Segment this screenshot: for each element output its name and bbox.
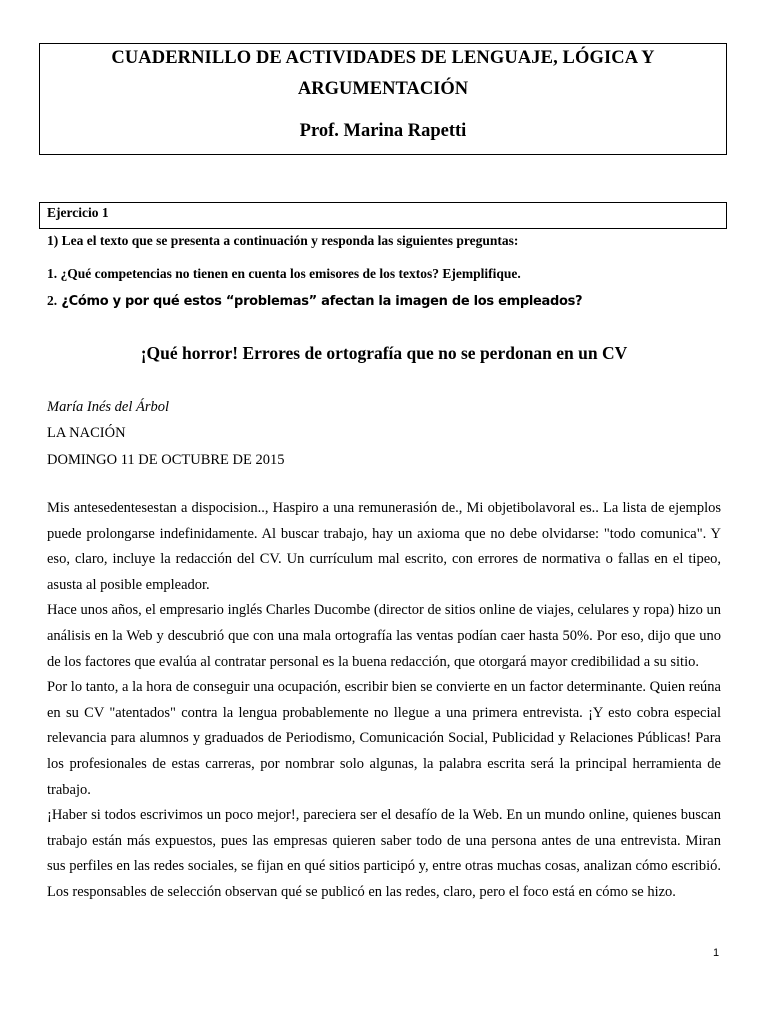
article-date: DOMINGO 11 DE OCTUBRE DE 2015 (47, 452, 285, 468)
document-title-line1: CUADERNILLO DE ACTIVIDADES DE LENGUAJE, LÓGICA Y (111, 48, 655, 68)
article-paragraph-3: Por lo tanto, a la hora de conseguir una ocupación, escribir bien se convierte en un factor determinante. Quien reúna en su CV "atentados" contra la lengua probablemente no llegue a una primera entrevista. ¡Y esto cobra especial relevancia para alumnos y graduados de Periodismo, Comunicación Social, Publicidad y Relaciones Públicas! Para los profesionales de estas carreras, por nombrar solo algunas, la palabra escrita será la principal herramienta de trabajo. (47, 679, 721, 798)
article-body (47, 496, 721, 906)
article-paragraph-2: Hace unos años, el empresario inglés Charles Ducombe (director de sitios online de viajes, celulares y ropa) hizo un análisis en la Web y descubrió que con una mala ortografía las ventas podían caer hasta 50%. Por eso, dijo que uno de los factores que evalúa al contratar personal es la buena redacción, que otorgará mayor credibilidad a su sitio. (47, 602, 721, 670)
title-box (39, 43, 727, 155)
question-2-number: 2. (47, 293, 58, 308)
page-number: 1 (713, 947, 720, 959)
article-paragraph-1: Mis antesedentesestan a dispocision.., Haspiro a una remunerasión de., Mi objetibolavoral es.. La lista de ejemplos puede prolongarse indefinidamente. Al buscar trabajo, hay un axioma que no debe olvidarse: "todo comunica". Y eso, claro, incluye la redacción del CV. Un currículum mal escrito, con errores de normativa o fallas en el tipeo, asusta al posible empleador. (47, 500, 721, 593)
article-author: María Inés del Árbol (47, 399, 170, 415)
newspaper-name: LA NACIÓN (47, 425, 126, 441)
exercise-label: Ejercicio 1 (47, 205, 109, 220)
exercise-box (39, 202, 727, 229)
article-paragraph-4: ¡Haber si todos escrivimos un poco mejor!, pareciera ser el desafío de la Web. En un mundo online, quienes buscan trabajo están más expuestos, pues las empresas quieren saber todo de una persona antes de una entrevista. Miran sus perfiles en las redes sociales, se fijan en qué sitios participó y, entre otras muchas cosas, analizan cómo escribió. Los responsables de selección observan qué se publicó en las redes, claro, pero el foco está en cómo se hizo. (47, 807, 721, 900)
question-2 (47, 293, 582, 309)
document-title-line2: ARGUMENTACIÓN (297, 79, 469, 99)
article-title: ¡Qué horror! Errores de ortografía que no se perdonan en un CV (140, 343, 628, 363)
professor-name: Prof. Marina Rapetti (299, 121, 467, 141)
exercise-instruction: 1) Lea el texto que se presenta a continuación y responda las siguientes preguntas: (47, 233, 519, 248)
question-2-text: ¿Cómo y por qué estos “problemas” afectan la imagen de los empleados? (61, 294, 583, 309)
question-1: 1. ¿Qué competencias no tienen en cuenta los emisores de los textos? Ejemplifique. (47, 266, 521, 281)
